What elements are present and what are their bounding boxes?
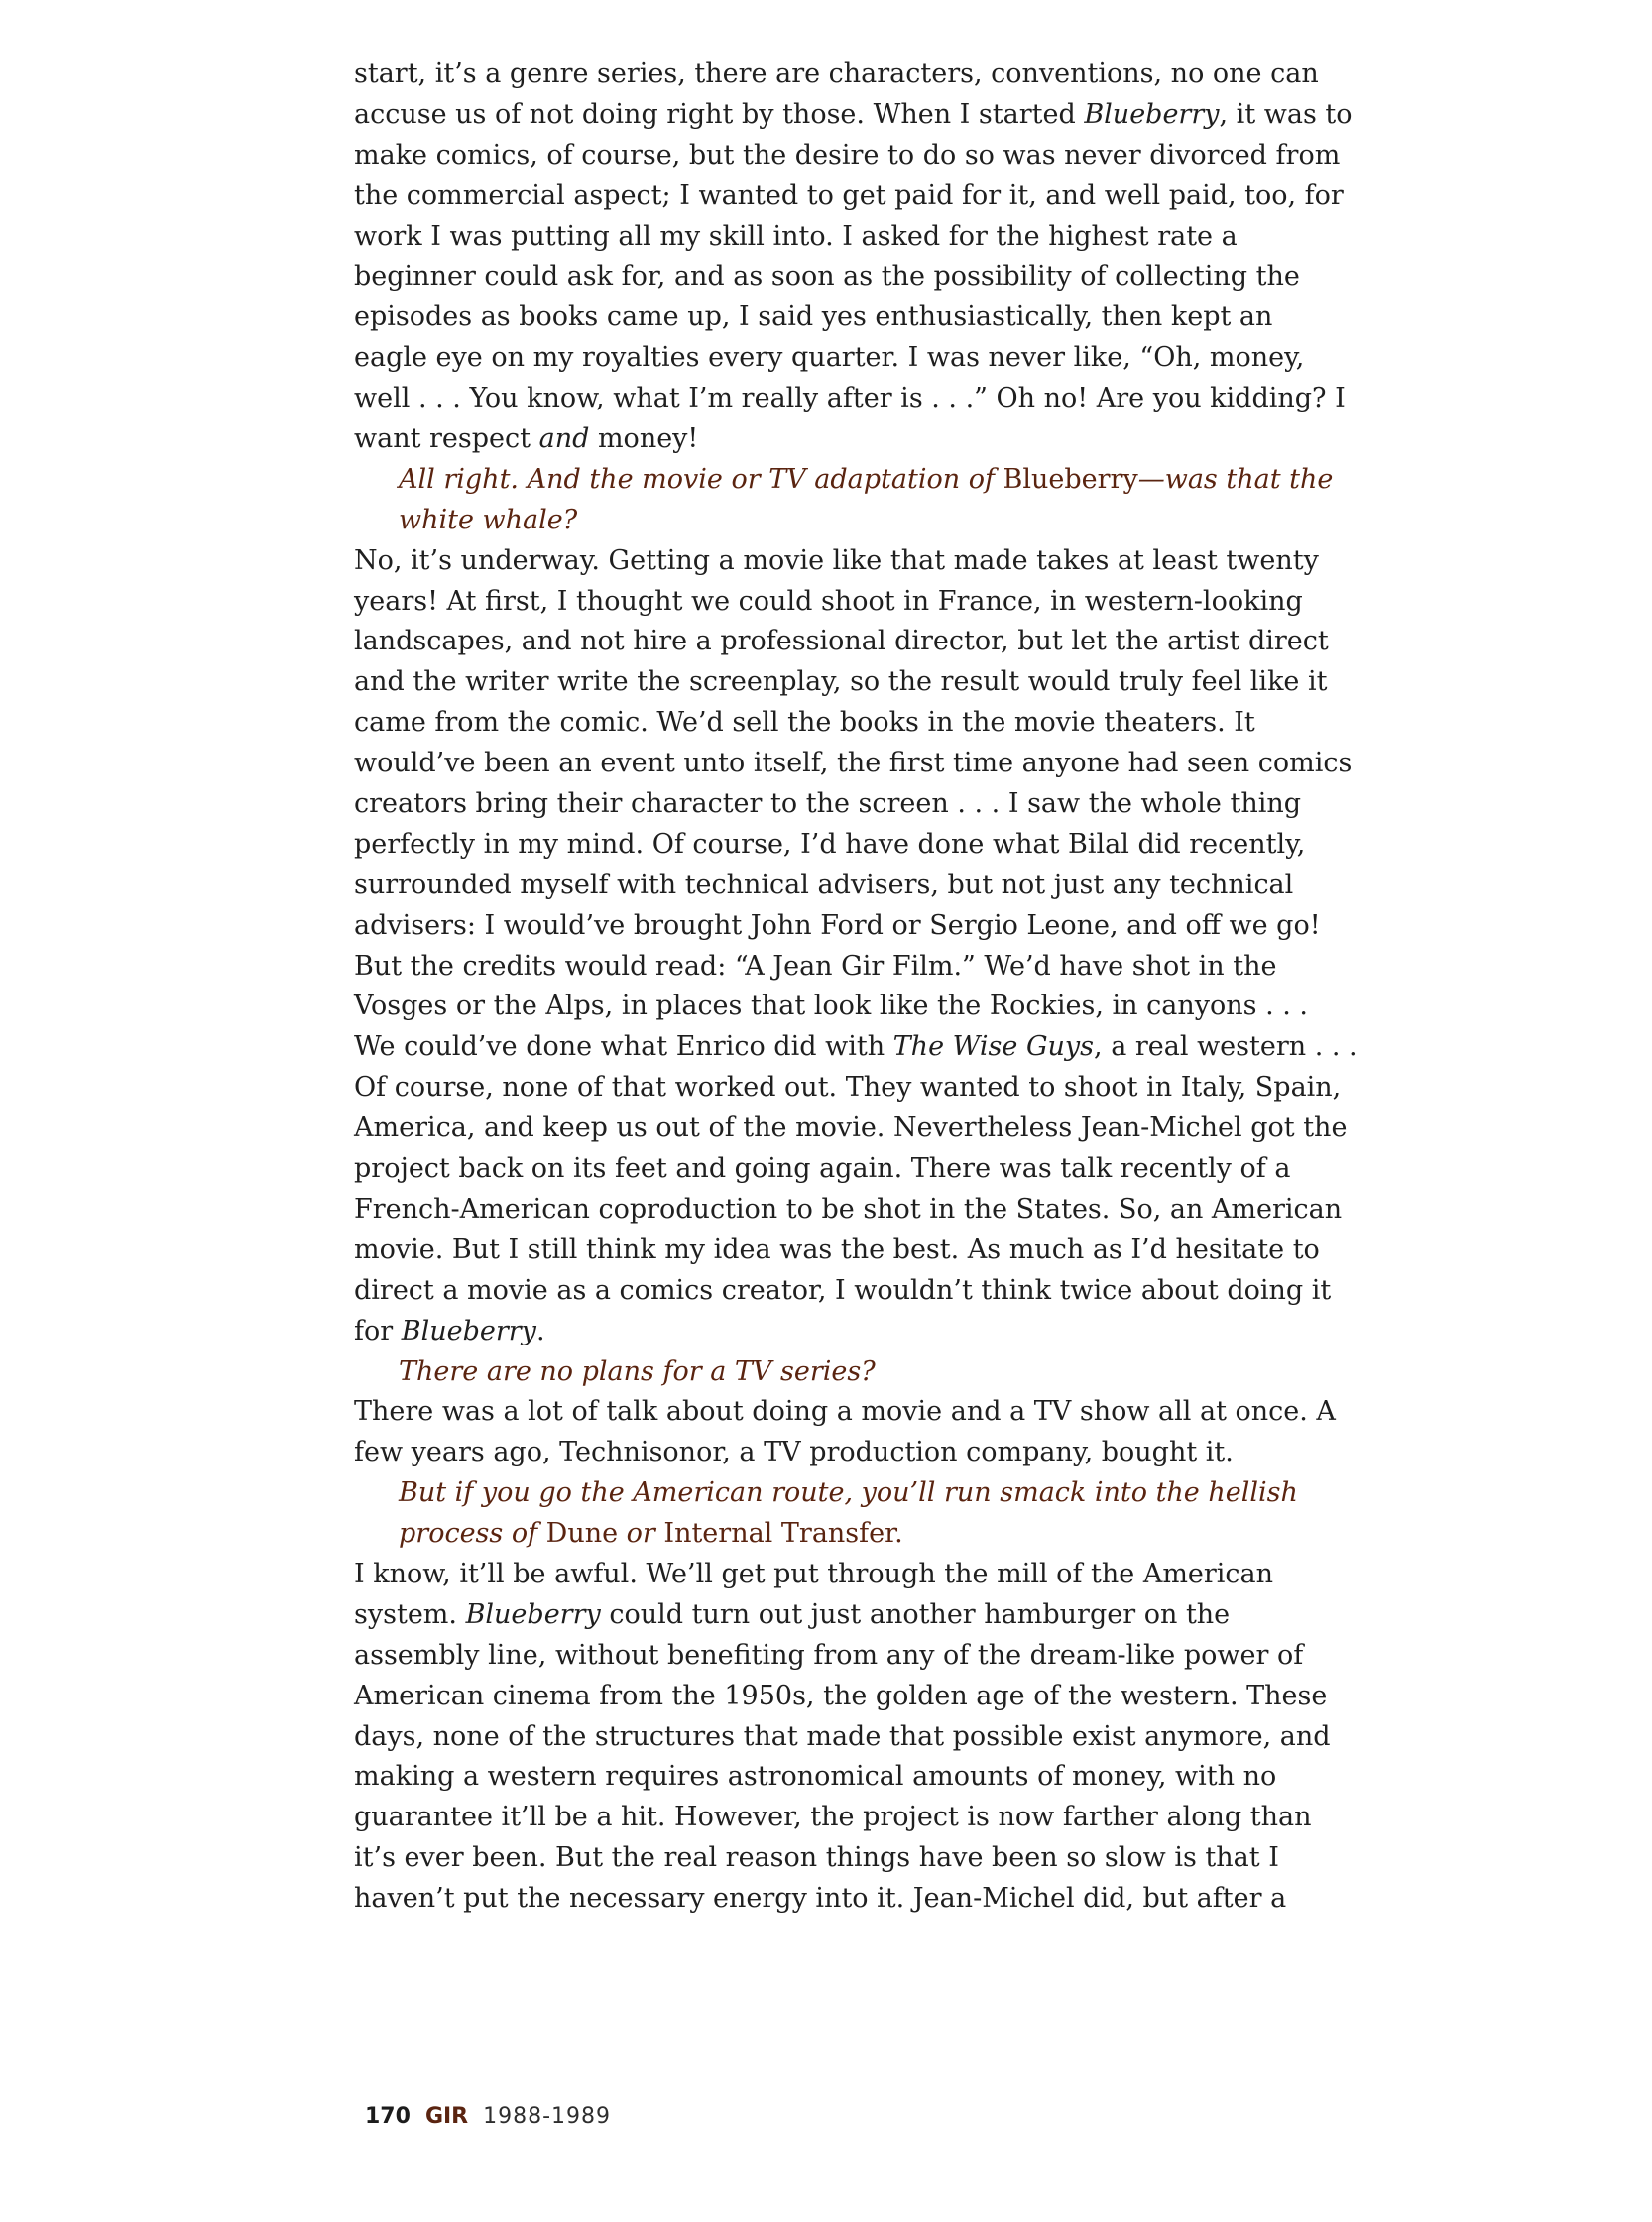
answer-line: days, none of the structures that made that possible exist anymore, and xyxy=(354,1720,1331,1752)
interview-text xyxy=(354,55,1357,1960)
answer-line: assembly line, without benefiting from any of the dream-like power of xyxy=(354,1639,1304,1671)
answer-line: guarantee it’ll be a hit. However, the project is now farther along than xyxy=(354,1802,1312,1833)
page-number: 170 xyxy=(365,2104,411,2129)
answer-line: creators bring their character to the screen . . . I saw the whole thing xyxy=(354,788,1302,820)
answer-line: movie. But I still think my idea was the best. As much as I’d hesitate to xyxy=(354,1233,1320,1265)
answer-line: making a western requires astronomical amounts of money, with no xyxy=(354,1761,1277,1793)
answer-line: Of course, none of that worked out. They wanted to shoot in Italy, Spain, xyxy=(354,1072,1342,1104)
answer-line: would’ve been an event unto itself, the first time anyone had seen comics xyxy=(354,748,1353,779)
answer-line: want respect and money! xyxy=(354,423,699,455)
answer-line: years! At first, I thought we could shoot in France, in western-looking xyxy=(354,585,1303,617)
answer-line: America, and keep us out of the movie. Nevertheless Jean-Michel got the xyxy=(354,1112,1348,1144)
question-line: process of Dune or Internal Transfer. xyxy=(399,1518,903,1550)
question-line: There are no plans for a TV series? xyxy=(399,1355,876,1387)
page-footer xyxy=(365,2102,611,2132)
answer-line: it’s ever been. But the real reason things have been so slow is that I xyxy=(354,1842,1279,1874)
answer-line: the commercial aspect; I wanted to get paid for it, and well paid, too, for xyxy=(354,179,1344,211)
answer-line: episodes as books came up, I said yes enthusiastically, then kept an xyxy=(354,301,1273,333)
answer-line: start, it’s a genre series, there are characters, conventions, no one can xyxy=(354,58,1319,89)
answer-line: eagle eye on my royalties every quarter. I was never like, “Oh, money, xyxy=(354,342,1305,374)
answer-line: make comics, of course, but the desire to do so was never divorced from xyxy=(354,139,1341,171)
answer-line: Vosges or the Alps, in places that look like the Rockies, in canyons . . . xyxy=(354,991,1308,1022)
title-blueberry: Blueberry xyxy=(401,1315,536,1346)
answer-line: haven’t put the necessary energy into it. Jean-Michel did, but after a xyxy=(354,1883,1287,1915)
answer-line: direct a movie as a comics creator, I wouldn’t think twice about doing it xyxy=(354,1274,1332,1306)
question-line: But if you go the American route, you’ll run smack into the hellish xyxy=(399,1477,1298,1509)
emphasis-and: and xyxy=(538,423,590,455)
answer-line: surrounded myself with technical advisers, but not just any technical xyxy=(354,869,1294,900)
answer-line: landscapes, and not hire a professional director, but let the artist direct xyxy=(354,626,1329,657)
answer-line: and the writer write the screenplay, so the result would truly feel like it xyxy=(354,666,1328,698)
title-wise-guys: The Wise Guys xyxy=(892,1031,1095,1063)
answer-line: We could’ve done what Enrico did with The Wise Guys, a real western . . . xyxy=(354,1031,1357,1063)
answer-line: work I was putting all my skill into. I asked for the highest rate a xyxy=(354,220,1238,252)
answer-line: American cinema from the 1950s, the golden age of the western. These xyxy=(354,1680,1328,1711)
answer-line: beginner could ask for, and as soon as the possibility of collecting the xyxy=(354,261,1300,292)
answer-line: came from the comic. We’d sell the books in the movie theaters. It xyxy=(354,707,1255,739)
title-blueberry: Blueberry xyxy=(1003,463,1138,495)
title-dune: Dune xyxy=(545,1518,619,1550)
answer-line: But the credits would read: “A Jean Gir Film.” We’d have shot in the xyxy=(354,950,1277,982)
answer-line: few years ago, Technisonor, a TV production company, bought it. xyxy=(354,1437,1234,1468)
answer-line: No, it’s underway. Getting a movie like that made takes at least twenty xyxy=(354,544,1319,576)
question-line: white whale? xyxy=(399,504,578,535)
answer-line: advisers: I would’ve brought John Ford or Sergio Leone, and off we go! xyxy=(354,909,1321,941)
answer-line: well . . . You know, what I’m really after is . . .” Oh no! Are you kidding? I xyxy=(354,383,1346,414)
running-years: 1988-1989 xyxy=(483,2104,612,2129)
answer-line: French-American coproduction to be shot in the States. So, an American xyxy=(354,1193,1343,1225)
title-internal-transfer: Internal Transfer xyxy=(663,1518,895,1550)
answer-line: for Blueberry. xyxy=(354,1315,545,1346)
title-blueberry: Blueberry xyxy=(465,1598,601,1630)
answer-line: There was a lot of talk about doing a movie and a TV show all at once. A xyxy=(354,1396,1336,1428)
answer-line: accuse us of not doing right by those. When I started Blueberry, it was to xyxy=(354,98,1353,130)
question-line: All right. And the movie or TV adaptation of Blueberry—was that the xyxy=(399,463,1334,495)
answer-line: project back on its feet and going again. There was talk recently of a xyxy=(354,1153,1291,1185)
answer-line: perfectly in my mind. Of course, I’d have done what Bilal did recently, xyxy=(354,828,1306,860)
title-blueberry: Blueberry xyxy=(1084,98,1220,130)
answer-line xyxy=(354,1920,1321,1960)
answer-line: system. Blueberry could turn out just another hamburger on the xyxy=(354,1598,1231,1630)
answer-line: I know, it’ll be awful. We’ll get put through the mill of the American xyxy=(354,1558,1274,1589)
running-section-title: GIR xyxy=(424,2104,469,2129)
